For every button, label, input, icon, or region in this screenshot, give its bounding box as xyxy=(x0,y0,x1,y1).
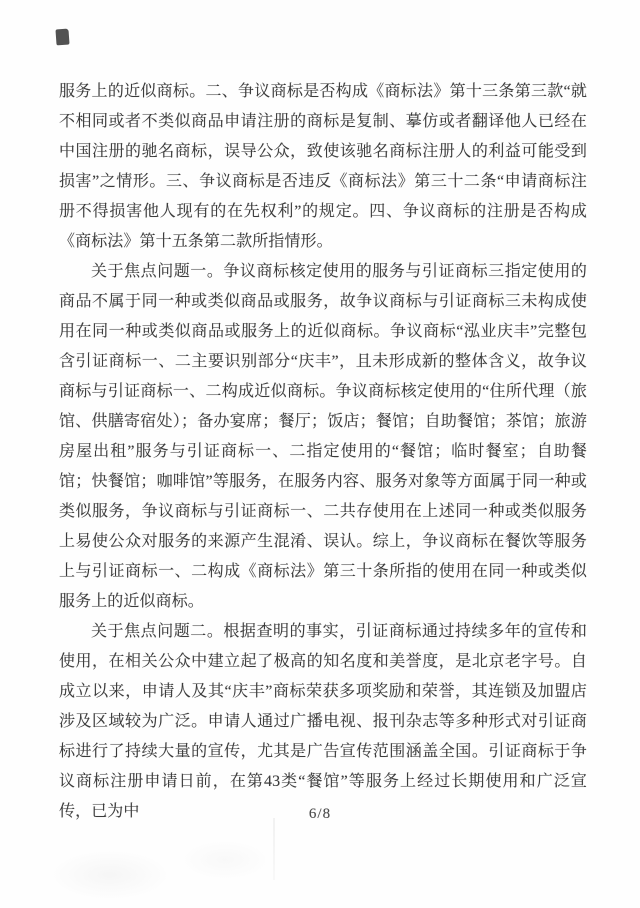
ink-mark xyxy=(55,29,69,46)
scan-noise-patch xyxy=(150,0,450,60)
scan-smudge xyxy=(40,840,270,900)
document-body xyxy=(59,77,587,827)
paragraph-continuation: 服务上的近似商标。二、争议商标是否构成《商标法》第十三条第三款“就不相同或者不类似商品申请注册的商标是复制、摹仿或者翻译他人已经在中国注册的驰名商标，误导公众，致使该驰名商标注册人的利益可能受到损害”之情形。三、争议商标是否违反《商标法》第三十二条“申请商标注册不得损害他人现有的在先权利”的规定。四、争议商标的注册是否构成《商标法》第十五条第二款所指情形。 xyxy=(59,83,587,250)
paragraph-focus-issue-one: 关于焦点问题一。争议商标核定使用的服务与引证商标三指定使用的商品不属于同一种或类似商品或服务，故争议商标与引证商标三未构成使用在同一种或类似商品或服务上的近似商标。争议商标“泓业庆丰”完整包含引证商标一、二主要识别部分“庆丰”，且未形成新的整体含义，故争议商标与引证商标一、二构成近似商标。争议商标核定使用的“住所代理（旅馆、供膳寄宿处）；备办宴席；餐厅；饭店；餐馆；自助餐馆；茶馆；旅游房屋出租”服务与引证商标一、二指定使用的“餐馆；临时餐室；自助餐馆；快餐馆；咖啡馆”等服务，在服务内容、服务对象等方面属于同一种或类似服务，争议商标与引证商标一、二共存使用在上述同一种或类似服务上易使公众对服务的来源产生混淆、误认。综上，争议商标在餐饮等服务上与引证商标一、二构成《商标法》第三十条所指的使用在同一种或类似服务上的近似商标。 xyxy=(59,263,587,610)
paragraph-focus-issue-two: 关于焦点问题二。根据查明的事实，引证商标通过持续多年的宣传和使用，在相关公众中建立起了极高的知名度和美誉度，是北京老字号。自成立以来，申请人及其“庆丰”商标荣获多项奖励和荣誉，其连锁及加盟店涉及区域较为广泛。申请人通过广播电视、报刊杂志等多种形式对引证商标进行了持续大量的宣传，尤其是广告宣传范围涵盖全国。引证商标于争议商标注册申请日前，在第43类“餐馆”等服务上经过长期使用和广泛宣传，已为中 xyxy=(59,623,587,820)
page-number: 6/8 xyxy=(308,806,332,822)
paper-crease xyxy=(273,818,275,880)
